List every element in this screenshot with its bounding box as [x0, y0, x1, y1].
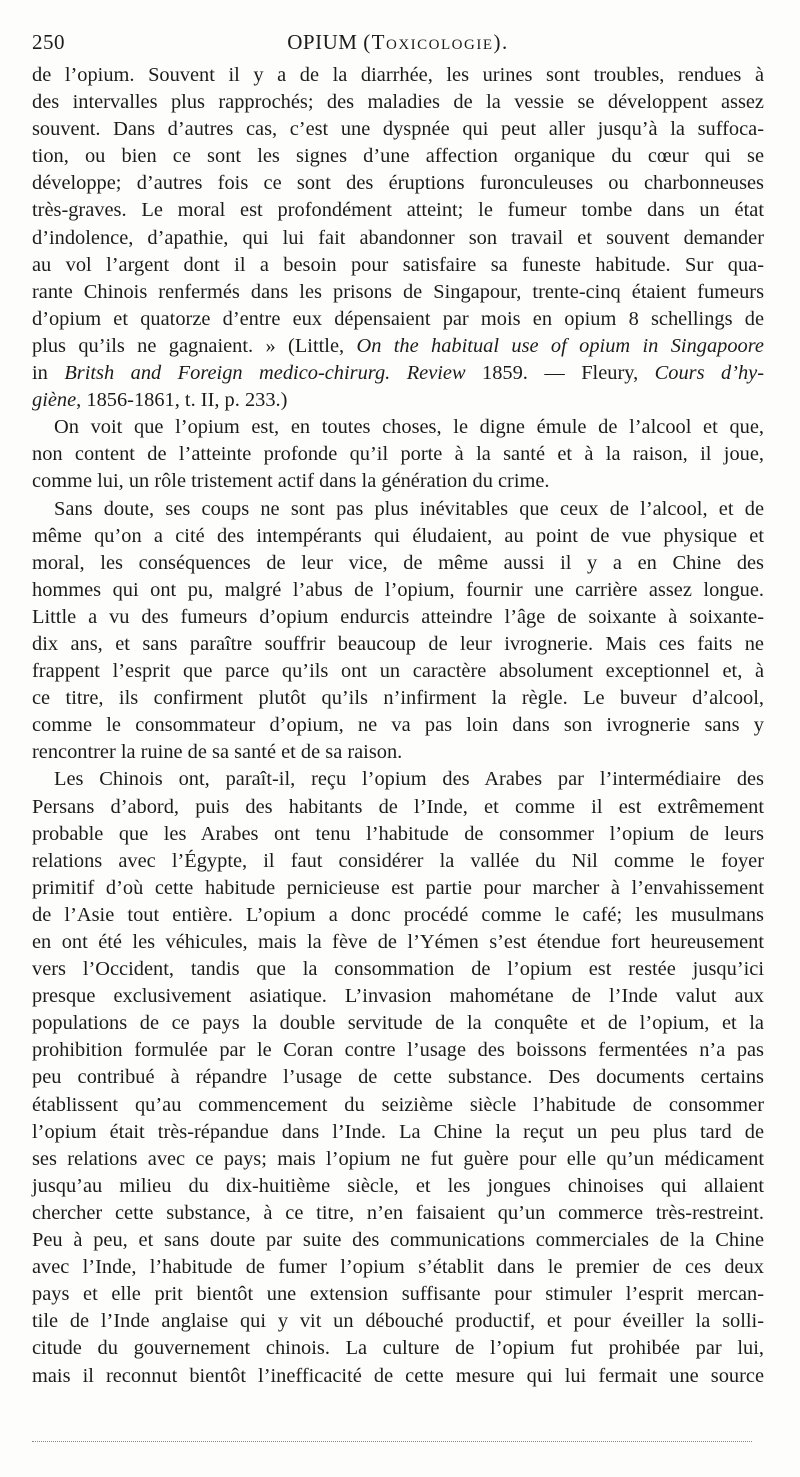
text-line [32, 333, 764, 360]
text-line [32, 1335, 764, 1362]
text-line [32, 279, 764, 306]
text-run: Little a vu des fumeurs d’opium endurcis atteindre l’âge de soixante à soixante- [32, 605, 764, 628]
text-line [32, 1010, 764, 1037]
text-line [32, 794, 764, 821]
text-line [32, 496, 764, 523]
text-run: rencontrer la ruine de sa santé et de sa raison. [32, 741, 403, 764]
text-run: comme le consommateur d’opium, ne va pas loin dans son ivrognerie sans y [32, 714, 764, 737]
text-line [32, 739, 764, 766]
text-run: jusqu’au milieu du dix-huitième siècle, et les jongues chinoises qui allaient [32, 1174, 764, 1197]
text-run: d’indolence, d’apathie, qui lui fait abandonner son travail et souvent demander [32, 226, 764, 249]
text-run: rante Chinois renfermés dans les prisons de Singapour, trente-cinq étaient fumeurs [32, 280, 764, 303]
text-line [32, 550, 764, 577]
text-line [32, 902, 764, 929]
text-run: 1859. — Fleury, [465, 362, 655, 385]
text-run: probable que les Arabes ont tenu l’habitude de consommer l’opium de leurs [32, 822, 764, 845]
text-line [32, 468, 764, 495]
text-run: de l’Asie tout entière. L’opium a donc procédé comme le café; les musulmans [32, 903, 764, 926]
text-run: tile de l’Inde anglaise qui y vit un débouché productif, et pour éveiller la solli- [32, 1310, 764, 1333]
text-line [32, 1254, 764, 1281]
text-line [32, 89, 764, 116]
body-text [32, 62, 764, 1390]
text-run: souvent. Dans d’autres cas, c’est une dyspnée qui peut aller jusqu’à la suffoca- [32, 118, 764, 141]
text-run: même qu’on a cité des intempérants qui éludaient, au point de vue physique et [32, 524, 764, 547]
text-line [32, 1064, 764, 1091]
text-line [32, 360, 764, 387]
running-title-main: OPIUM [287, 30, 358, 54]
text-line [32, 1173, 764, 1200]
italic-citation: Cours d’hy- [654, 362, 765, 385]
text-line [32, 170, 764, 197]
text-run: hommes qui ont pu, malgré l’abus de l’opium, fournir une carrière assez longue. [32, 578, 764, 601]
text-line [32, 1119, 764, 1146]
text-line [32, 956, 764, 983]
text-run: chercher cette substance, à ce titre, n’en faisaient qu’un commerce très-restreint. [32, 1201, 764, 1224]
text-line [32, 225, 764, 252]
text-run: presque exclusivement asiatique. L’invasion mahométane de l’Inde valut aux [32, 985, 764, 1008]
text-run: des intervalles plus rapprochés; des maladies de la vessie se développent assez [32, 91, 764, 114]
text-run: ce titre, ils confirment plutôt qu’ils n’infirment la règle. Le buveur d’alcool, [32, 687, 764, 710]
text-line [32, 523, 764, 550]
italic-citation: Britsh and Foreign medico-chirurg. Review [64, 362, 466, 385]
text-run: mais il reconnut bientôt l’inefficacité de cette mesure qui lui fermait une source [32, 1364, 764, 1387]
text-line [32, 766, 764, 793]
text-run: primitif d’où cette habitude pernicieuse est partie pour marcher à l’envahissement [32, 876, 764, 899]
text-run: non content de l’atteinte profonde qu’il porte à la santé et à la raison, il joue, [32, 443, 764, 466]
text-run: prohibition formulée par le Coran contre l’usage des boissons fermentées n’a pas [32, 1039, 764, 1062]
text-line [32, 441, 764, 468]
text-line [32, 306, 764, 333]
text-line [32, 387, 764, 414]
text-run: établissent qu’au commencement du seizième siècle l’habitude de consommer [32, 1093, 764, 1116]
text-run: citude du gouvernement chinois. La culture de l’opium fut prohibée par lui, [32, 1337, 764, 1360]
text-line [32, 116, 764, 143]
text-run: , 1856-1861, t. II, p. 233.) [76, 389, 288, 412]
running-header [32, 28, 764, 62]
italic-citation: giène [32, 389, 77, 412]
text-line [32, 577, 764, 604]
text-run: plus qu’ils ne gagnaient. » (Little, [32, 334, 357, 357]
text-run: moral, les conséquences de leur vice, de même aussi il y a en Chine des [32, 551, 764, 574]
text-run: in [32, 362, 65, 385]
text-run: avec l’Inde, l’habitude de fumer l’opium s’établit dans le premier de ces deux [32, 1256, 764, 1279]
text-line [32, 631, 764, 658]
text-line [32, 983, 764, 1010]
text-run: Peu à peu, et sans doute par suite des communications commerciales de la Chine [32, 1229, 764, 1252]
text-run: tion, ou bien ce sont les signes d’une affection organique du cœur qui se [32, 145, 764, 168]
text-run: populations de ce pays la double servitude de la conquête et de l’opium, et la [32, 1012, 764, 1035]
text-run: frappent l’esprit que parce qu’ils ont un caractère absolument exceptionnel et, à [32, 660, 764, 683]
text-line [32, 685, 764, 712]
text-line [32, 929, 764, 956]
text-line [32, 848, 764, 875]
text-run: Persans d’abord, puis des habitants de l’Inde, et comme il est extrêmement [32, 795, 764, 818]
text-run: pays et elle prit bientôt une extension suffisante pour stimuler l’esprit mercan- [32, 1283, 764, 1306]
text-run: développe; d’autres fois ce sont des éruptions furonculeuses ou charbonneuses [32, 172, 764, 195]
text-run: d’opium et quatorze d’entre eux dépensaient par mois en opium 8 schellings de [32, 307, 764, 330]
text-line [32, 1308, 764, 1335]
running-title [32, 30, 764, 55]
text-run: On voit que l’opium est, en toutes choses, le digne émule de l’alcool et que, [54, 416, 764, 439]
text-run: vers l’Occident, tandis que la consommation de l’opium est restée jusqu’ici [32, 958, 764, 981]
text-line [32, 821, 764, 848]
text-run: au vol l’argent dont il a besoin pour satisfaire sa funeste habitude. Sur qua- [32, 253, 764, 276]
text-line [32, 1146, 764, 1173]
text-line [32, 658, 764, 685]
text-line [32, 1227, 764, 1254]
text-line [32, 1363, 764, 1390]
text-line [32, 712, 764, 739]
text-line [32, 604, 764, 631]
text-line [32, 252, 764, 279]
text-line [32, 1200, 764, 1227]
text-run: Sans doute, ses coups ne sont pas plus inévitables que ceux de l’alcool, et de [54, 497, 764, 520]
text-line [32, 1281, 764, 1308]
text-line [32, 414, 764, 441]
italic-citation: On the habitual use of opium in Singapoore [356, 334, 764, 357]
text-run: relations avec l’Égypte, il faut considérer la vallée du Nil comme le foyer [32, 849, 764, 872]
text-run: peu contribué à répandre l’usage de cette substance. Des documents certains [32, 1066, 764, 1089]
text-run: en ont été les véhicules, mais la fève de l’Yémen s’est étendue fort heureusement [32, 931, 764, 953]
text-line [32, 1092, 764, 1119]
text-run: l’opium était très-répandue dans l’Inde. La Chine la reçut un peu plus tard de [32, 1120, 764, 1143]
text-line [32, 197, 764, 224]
text-run: de l’opium. Souvent il y a de la diarrhée, les urines sont troubles, rendues à [32, 64, 764, 86]
running-title-sub: (Toxicologie). [363, 30, 509, 54]
text-line [32, 62, 764, 89]
page-number: 250 [32, 30, 65, 54]
text-run: comme lui, un rôle tristement actif dans la génération du crime. [32, 470, 550, 493]
text-run: Les Chinois ont, paraît-il, reçu l’opium des Arabes par l’intermédiaire des [54, 768, 764, 791]
text-line [32, 875, 764, 902]
text-run: ses relations avec ce pays; mais l’opium ne fut guère pour elle qu’un médicament [32, 1147, 764, 1170]
text-run: très-graves. Le moral est profondément atteint; le fumeur tombe dans un état [32, 199, 764, 222]
text-run: dix ans, et sans paraître souffrir beaucoup de leur ivrognerie. Mais ces faits ne [32, 632, 764, 655]
text-line [32, 1037, 764, 1064]
footer-rule [32, 1441, 752, 1442]
text-line [32, 143, 764, 170]
